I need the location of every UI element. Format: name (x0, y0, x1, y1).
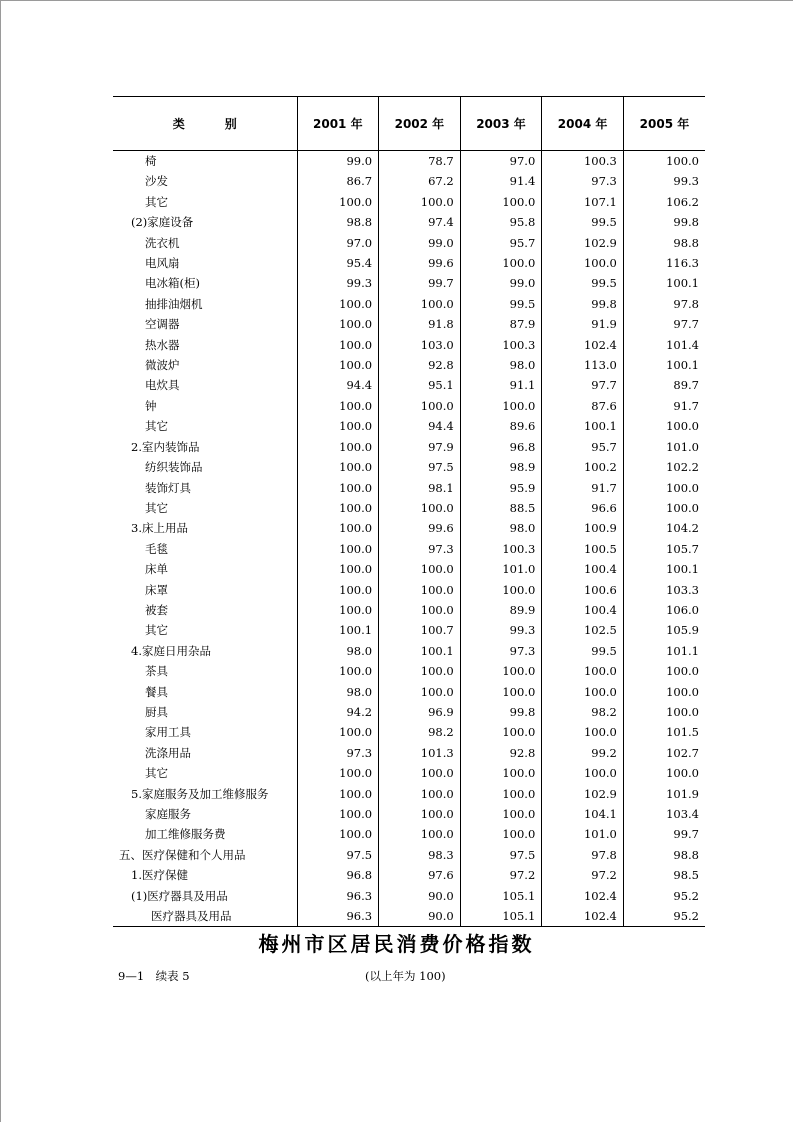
table-row (113, 233, 705, 253)
cell-value: 99.2 (542, 743, 624, 763)
table-row (113, 641, 705, 661)
table-row (113, 314, 705, 334)
cell-value: 96.8 (297, 865, 379, 885)
header-year-2005: 2005 年 (623, 97, 705, 151)
row-category: 2.室内装饰品 (131, 439, 200, 454)
table-row (113, 192, 705, 212)
cell-value: 97.5 (460, 845, 542, 865)
cell-value: 89.9 (460, 600, 542, 620)
cell-value: 105.1 (460, 906, 542, 927)
row-category: 空调器 (145, 317, 180, 332)
row-category: 其它 (145, 500, 168, 515)
cell-value: 99.7 (623, 824, 705, 844)
cell-value: 106.2 (623, 192, 705, 212)
cell-value: 100.3 (460, 335, 542, 355)
cell-value: 99.5 (460, 294, 542, 314)
cell-value: 95.1 (379, 375, 461, 395)
cell-value: 100.4 (542, 600, 624, 620)
cell-value: 92.8 (460, 743, 542, 763)
row-category: 钟 (145, 398, 157, 413)
table-row (113, 743, 705, 763)
cell-value: 100.0 (542, 661, 624, 681)
row-category: (2)家庭设备 (131, 215, 194, 230)
cell-value: 100.1 (379, 641, 461, 661)
cell-value: 88.5 (460, 498, 542, 518)
row-category: 洗衣机 (145, 235, 180, 250)
cell-value: 100.0 (623, 416, 705, 436)
cell-value: 97.2 (542, 865, 624, 885)
cell-value: 100.0 (297, 518, 379, 538)
row-category: 五、医疗保健和个人用品 (119, 847, 246, 862)
cell-value: 101.0 (460, 559, 542, 579)
cell-value: 91.1 (460, 375, 542, 395)
cell-value: 97.3 (297, 743, 379, 763)
cell-value: 103.0 (379, 335, 461, 355)
cell-value: 94.4 (297, 375, 379, 395)
cell-value: 100.0 (460, 580, 542, 600)
cell-value: 100.0 (542, 253, 624, 273)
cell-value: 89.7 (623, 375, 705, 395)
cell-value: 100.0 (297, 314, 379, 334)
cell-value: 98.8 (297, 212, 379, 232)
row-category: 抽排油烟机 (145, 296, 203, 311)
cell-value: 100.0 (542, 682, 624, 702)
cell-value: 100.3 (460, 539, 542, 559)
cell-value: 100.1 (542, 416, 624, 436)
table-id: 9—1 续表 5 (118, 969, 190, 983)
table-row (113, 559, 705, 579)
cell-value: 98.2 (379, 722, 461, 742)
cell-value: 100.0 (542, 763, 624, 783)
cell-value: 98.0 (297, 641, 379, 661)
row-category: 床罩 (145, 582, 168, 597)
cell-value: 98.9 (460, 457, 542, 477)
cell-value: 97.4 (379, 212, 461, 232)
table-row (113, 906, 705, 927)
row-category: 床单 (145, 562, 168, 577)
table-row (113, 212, 705, 232)
row-category: 4.家庭日用杂品 (131, 643, 211, 658)
cell-value: 100.0 (379, 804, 461, 824)
table-row (113, 478, 705, 498)
cell-value: 97.7 (542, 375, 624, 395)
cell-value: 99.8 (542, 294, 624, 314)
row-category: 毛毯 (145, 541, 168, 556)
cell-value: 99.0 (379, 233, 461, 253)
cell-value: 97.2 (460, 865, 542, 885)
cell-value: 100.0 (297, 396, 379, 416)
row-category: 电炊具 (145, 378, 180, 393)
table-row (113, 845, 705, 865)
cell-value: 100.0 (460, 253, 542, 273)
cell-value: 105.9 (623, 620, 705, 640)
table-row (113, 886, 705, 906)
cell-value: 101.3 (379, 743, 461, 763)
cell-value: 98.1 (379, 478, 461, 498)
cell-value: 100.0 (379, 763, 461, 783)
row-category: 纺织装饰品 (145, 460, 203, 475)
cell-value: 99.5 (542, 212, 624, 232)
cell-value: 98.8 (623, 845, 705, 865)
row-category: 茶具 (145, 664, 168, 679)
base-note: (以上年为 100) (365, 969, 446, 983)
table-row (113, 661, 705, 681)
table-row (113, 763, 705, 783)
cell-value: 91.7 (623, 396, 705, 416)
table-row (113, 375, 705, 395)
cell-value: 97.9 (379, 437, 461, 457)
cell-value: 98.0 (297, 682, 379, 702)
row-category: 其它 (145, 194, 168, 209)
page-top-border (0, 0, 793, 1)
cell-value: 98.8 (623, 233, 705, 253)
cell-value: 100.0 (379, 294, 461, 314)
cell-value: 100.0 (460, 763, 542, 783)
cell-value: 102.2 (623, 457, 705, 477)
cell-value: 103.4 (623, 804, 705, 824)
row-category: 其它 (145, 766, 168, 781)
table-row (113, 784, 705, 804)
cell-value: 103.3 (623, 580, 705, 600)
cell-value: 100.0 (297, 416, 379, 436)
cell-value: 97.6 (379, 865, 461, 885)
cell-value: 99.3 (460, 620, 542, 640)
row-category: 医疗器具及用品 (113, 906, 297, 927)
cell-value: 100.0 (623, 682, 705, 702)
cell-value: 100.0 (297, 437, 379, 457)
cell-value: 87.6 (542, 396, 624, 416)
cell-value: 100.0 (542, 722, 624, 742)
table-row (113, 620, 705, 640)
cell-value: 95.7 (542, 437, 624, 457)
row-category: 其它 (145, 419, 168, 434)
cell-value: 100.9 (542, 518, 624, 538)
cell-value: 97.3 (460, 641, 542, 661)
cell-value: 99.6 (379, 253, 461, 273)
cell-value: 86.7 (297, 171, 379, 191)
cell-value: 97.3 (542, 171, 624, 191)
header-category: 类别 (113, 97, 297, 151)
cell-value: 101.0 (623, 437, 705, 457)
cell-value: 98.0 (460, 355, 542, 375)
row-category: 热水器 (145, 337, 180, 352)
cell-value: 100.0 (297, 294, 379, 314)
cell-value: 100.0 (623, 498, 705, 518)
table-row (113, 457, 705, 477)
row-category: 5.家庭服务及加工维修服务 (131, 786, 269, 801)
cell-value: 89.6 (460, 416, 542, 436)
cell-value: 100.0 (379, 824, 461, 844)
row-category: (1)医疗器具及用品 (131, 888, 228, 903)
cell-value: 100.1 (297, 620, 379, 640)
cell-value: 100.0 (623, 661, 705, 681)
header-year-2001: 2001 年 (297, 97, 379, 151)
cell-value: 100.1 (623, 559, 705, 579)
cell-value: 99.5 (542, 273, 624, 293)
cell-value: 100.0 (379, 559, 461, 579)
cell-value: 99.3 (623, 171, 705, 191)
cell-value: 100.0 (379, 396, 461, 416)
cell-value: 98.5 (623, 865, 705, 885)
cell-value: 99.0 (297, 151, 379, 172)
row-category: 1.医疗保健 (131, 868, 188, 883)
cell-value: 113.0 (542, 355, 624, 375)
table-row (113, 682, 705, 702)
cell-value: 102.4 (542, 886, 624, 906)
cell-value: 100.7 (379, 620, 461, 640)
cell-value: 107.1 (542, 192, 624, 212)
cell-value: 104.2 (623, 518, 705, 538)
header-year-2003: 2003 年 (460, 97, 542, 151)
cell-value: 97.0 (297, 233, 379, 253)
cell-value: 100.0 (297, 722, 379, 742)
cell-value: 100.0 (460, 784, 542, 804)
table-row (113, 722, 705, 742)
table-row (113, 355, 705, 375)
cell-value: 100.2 (542, 457, 624, 477)
cell-value: 102.7 (623, 743, 705, 763)
cell-value: 99.3 (297, 273, 379, 293)
cell-value: 100.0 (297, 763, 379, 783)
cell-value: 100.0 (460, 192, 542, 212)
table-row (113, 702, 705, 722)
cell-value: 104.1 (542, 804, 624, 824)
table-row (113, 171, 705, 191)
table-header-row (113, 97, 705, 151)
cell-value: 90.0 (379, 906, 461, 927)
cell-value: 99.8 (460, 702, 542, 722)
cell-value: 100.0 (379, 661, 461, 681)
cell-value: 97.8 (623, 294, 705, 314)
cell-value: 102.9 (542, 233, 624, 253)
cell-value: 100.4 (542, 559, 624, 579)
page-title: 梅州市区居民消费价格指数 (258, 932, 535, 956)
cell-value: 100.0 (297, 824, 379, 844)
row-category: 沙发 (145, 174, 168, 189)
cell-value: 100.0 (460, 396, 542, 416)
row-category: 餐具 (145, 684, 168, 699)
cell-value: 105.1 (460, 886, 542, 906)
cell-value: 100.1 (623, 355, 705, 375)
table-row (113, 294, 705, 314)
cell-value: 97.7 (623, 314, 705, 334)
cell-value: 96.9 (379, 702, 461, 722)
cell-value: 100.1 (623, 273, 705, 293)
cell-value: 100.0 (297, 580, 379, 600)
table-row (113, 600, 705, 620)
table-row (113, 824, 705, 844)
cell-value: 94.4 (379, 416, 461, 436)
cell-value: 102.4 (542, 906, 624, 927)
cell-value: 96.6 (542, 498, 624, 518)
cell-value: 100.0 (297, 478, 379, 498)
cell-value: 116.3 (623, 253, 705, 273)
cell-value: 99.8 (623, 212, 705, 232)
row-category: 装饰灯具 (145, 480, 191, 495)
cell-value: 100.0 (460, 722, 542, 742)
row-category: 加工维修服务费 (145, 827, 226, 842)
cell-value: 98.3 (379, 845, 461, 865)
cell-value: 100.0 (460, 661, 542, 681)
cell-value: 101.9 (623, 784, 705, 804)
row-category: 电风扇 (145, 256, 180, 271)
header-year-2004: 2004 年 (542, 97, 624, 151)
cell-value: 100.0 (297, 600, 379, 620)
cell-value: 91.9 (542, 314, 624, 334)
cell-value: 100.0 (297, 335, 379, 355)
cell-value: 100.0 (297, 784, 379, 804)
cell-value: 99.6 (379, 518, 461, 538)
row-category: 被套 (145, 602, 168, 617)
cell-value: 100.0 (297, 457, 379, 477)
table-row (113, 580, 705, 600)
table-row (113, 253, 705, 273)
cell-value: 95.2 (623, 886, 705, 906)
cell-value: 67.2 (379, 171, 461, 191)
cell-value: 100.0 (460, 804, 542, 824)
cell-value: 87.9 (460, 314, 542, 334)
table-row (113, 151, 705, 172)
row-category: 厨具 (145, 704, 168, 719)
table-row (113, 539, 705, 559)
cell-value: 99.0 (460, 273, 542, 293)
cell-value: 97.5 (379, 457, 461, 477)
cell-value: 95.7 (460, 233, 542, 253)
cell-value: 102.5 (542, 620, 624, 640)
row-category: 家用工具 (145, 725, 191, 740)
table-row (113, 437, 705, 457)
cell-value: 95.8 (460, 212, 542, 232)
cell-value: 100.0 (297, 355, 379, 375)
table-row (113, 416, 705, 436)
cell-value: 98.0 (460, 518, 542, 538)
cell-value: 78.7 (379, 151, 461, 172)
cell-value: 91.7 (542, 478, 624, 498)
cell-value: 100.0 (379, 192, 461, 212)
table-row (113, 804, 705, 824)
cell-value: 97.3 (379, 539, 461, 559)
cell-value: 92.8 (379, 355, 461, 375)
cell-value: 101.4 (623, 335, 705, 355)
cell-value: 99.5 (542, 641, 624, 661)
cell-value: 101.5 (623, 722, 705, 742)
cell-value: 99.7 (379, 273, 461, 293)
cell-value: 100.0 (297, 559, 379, 579)
cell-value: 100.0 (623, 478, 705, 498)
row-category: 电冰箱(柜) (145, 276, 200, 291)
row-category: 微波炉 (145, 358, 180, 373)
cell-value: 100.0 (379, 580, 461, 600)
cell-value: 100.0 (297, 661, 379, 681)
table-body (113, 151, 705, 927)
cell-value: 106.0 (623, 600, 705, 620)
cell-value: 90.0 (379, 886, 461, 906)
table-row (113, 518, 705, 538)
cell-value: 101.0 (542, 824, 624, 844)
table-row (113, 498, 705, 518)
cell-value: 100.0 (460, 824, 542, 844)
cell-value: 96.3 (297, 886, 379, 906)
cell-value: 100.0 (460, 682, 542, 702)
table-row (113, 396, 705, 416)
cell-value: 100.0 (297, 804, 379, 824)
table-row (113, 335, 705, 355)
cell-value: 95.9 (460, 478, 542, 498)
cell-value: 100.6 (542, 580, 624, 600)
cell-value: 100.0 (623, 763, 705, 783)
cell-value: 98.2 (542, 702, 624, 722)
cell-value: 100.0 (297, 498, 379, 518)
table-row (113, 273, 705, 293)
cell-value: 100.0 (379, 600, 461, 620)
cell-value: 100.0 (379, 784, 461, 804)
cell-value: 100.0 (623, 151, 705, 172)
cell-value: 102.9 (542, 784, 624, 804)
row-category: 椅 (145, 154, 157, 168)
row-category: 家庭服务 (145, 807, 191, 821)
cell-value: 95.2 (623, 906, 705, 927)
cell-value: 100.5 (542, 539, 624, 559)
cell-value: 100.0 (623, 702, 705, 722)
table-row (113, 865, 705, 885)
row-category: 其它 (145, 623, 168, 638)
cell-value: 100.0 (297, 539, 379, 559)
cell-value: 100.0 (379, 682, 461, 702)
cell-value: 91.8 (379, 314, 461, 334)
cell-value: 91.4 (460, 171, 542, 191)
header-year-2002: 2002 年 (379, 97, 461, 151)
cell-value: 105.7 (623, 539, 705, 559)
cell-value: 94.2 (297, 702, 379, 722)
cell-value: 97.0 (460, 151, 542, 172)
cell-value: 95.4 (297, 253, 379, 273)
price-index-table (113, 96, 705, 927)
row-category: 洗涤用品 (145, 745, 191, 760)
cell-value: 102.4 (542, 335, 624, 355)
cell-value: 100.0 (379, 498, 461, 518)
cell-value: 96.8 (460, 437, 542, 457)
row-category: 3.床上用品 (131, 521, 188, 536)
cell-value: 100.3 (542, 151, 624, 172)
cell-value: 101.1 (623, 641, 705, 661)
cell-value: 97.5 (297, 845, 379, 865)
cell-value: 97.8 (542, 845, 624, 865)
cell-value: 96.3 (297, 906, 379, 927)
cell-value: 100.0 (297, 192, 379, 212)
